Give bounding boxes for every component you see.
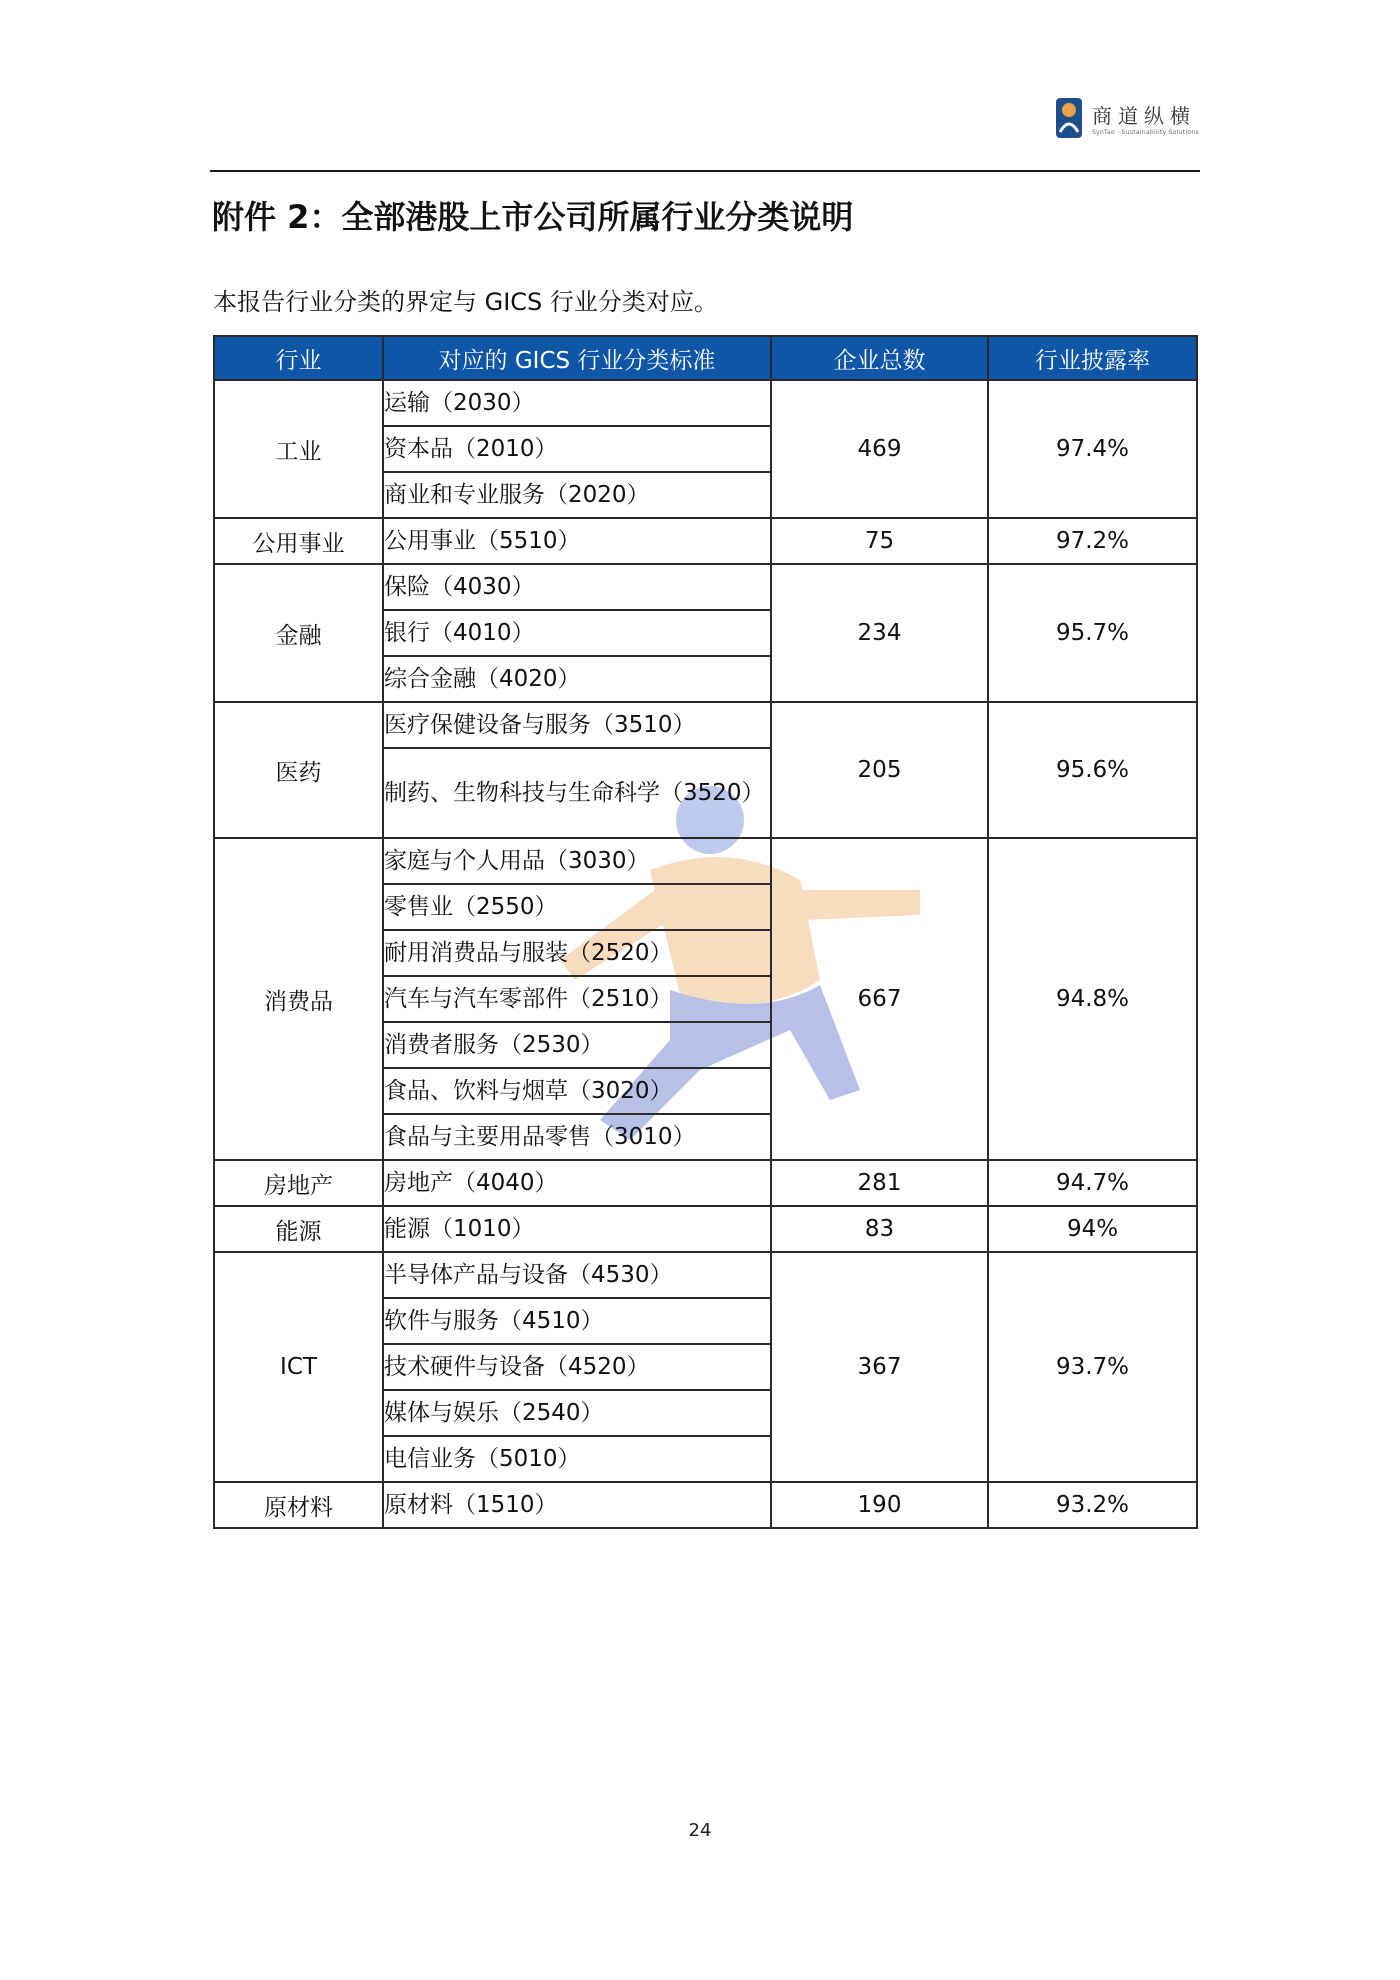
- gics-cell: 软件与服务（4510）: [383, 1298, 771, 1344]
- count-cell: 667: [771, 838, 988, 1160]
- gics-cell: 资本品（2010）: [383, 426, 771, 472]
- column-header-count: 企业总数: [771, 336, 988, 380]
- gics-cell: 半导体产品与设备（4530）: [383, 1252, 771, 1298]
- gics-cell: 保险（4030）: [383, 564, 771, 610]
- rate-cell: 97.4%: [988, 380, 1197, 518]
- gics-cell: 食品与主要用品零售（3010）: [383, 1114, 771, 1160]
- logo-english-text: SynTao · Sustainability Solutions: [1092, 129, 1199, 136]
- table-row: [214, 1160, 1197, 1206]
- rate-cell: 95.6%: [988, 702, 1197, 838]
- company-logo: [1052, 96, 1204, 146]
- gics-cell: 媒体与娱乐（2540）: [383, 1390, 771, 1436]
- table-row: [214, 702, 1197, 748]
- column-header-rate: 行业披露率: [988, 336, 1197, 380]
- gics-cell: 家庭与个人用品（3030）: [383, 838, 771, 884]
- table-row: [214, 380, 1197, 426]
- rate-cell: 97.2%: [988, 518, 1197, 564]
- gics-cell: 食品、饮料与烟草（3020）: [383, 1068, 771, 1114]
- industry-cell: 公用事业: [214, 518, 383, 564]
- rate-cell: 94%: [988, 1206, 1197, 1252]
- page-title: 附件 2：全部港股上市公司所属行业分类说明: [212, 198, 854, 236]
- logo-mark-icon: [1052, 96, 1086, 140]
- industry-cell: 工业: [214, 380, 383, 518]
- industry-cell: 金融: [214, 564, 383, 702]
- count-cell: 75: [771, 518, 988, 564]
- gics-cell: 零售业（2550）: [383, 884, 771, 930]
- gics-cell: 原材料（1510）: [383, 1482, 771, 1528]
- gics-cell: 汽车与汽车零部件（2510）: [383, 976, 771, 1022]
- gics-cell: 运输（2030）: [383, 380, 771, 426]
- gics-cell: 公用事业（5510）: [383, 518, 771, 564]
- header-divider: [210, 170, 1200, 172]
- industry-cell: 医药: [214, 702, 383, 838]
- page-number: 24: [688, 1820, 712, 1841]
- table-row: [214, 518, 1197, 564]
- industry-cell: 能源: [214, 1206, 383, 1252]
- gics-cell: 医疗保健设备与服务（3510）: [383, 702, 771, 748]
- table-header-row: [214, 336, 1197, 380]
- industry-cell: 消费品: [214, 838, 383, 1160]
- gics-cell: 制药、生物科技与生命科学（3520）: [383, 748, 771, 838]
- industry-classification-table: [213, 335, 1198, 1529]
- count-cell: 469: [771, 380, 988, 518]
- industry-cell: ICT: [214, 1252, 383, 1482]
- count-cell: 190: [771, 1482, 988, 1528]
- rate-cell: 95.7%: [988, 564, 1197, 702]
- table-row: [214, 1252, 1197, 1298]
- gics-cell: 商业和专业服务（2020）: [383, 472, 771, 518]
- gics-cell: 房地产（4040）: [383, 1160, 771, 1206]
- count-cell: 83: [771, 1206, 988, 1252]
- count-cell: 234: [771, 564, 988, 702]
- gics-cell: 电信业务（5010）: [383, 1436, 771, 1482]
- table-row: [214, 1206, 1197, 1252]
- count-cell: 281: [771, 1160, 988, 1206]
- rate-cell: 93.2%: [988, 1482, 1197, 1528]
- industry-cell: 房地产: [214, 1160, 383, 1206]
- rate-cell: 93.7%: [988, 1252, 1197, 1482]
- table-row: [214, 1482, 1197, 1528]
- column-header-gics: 对应的 GICS 行业分类标准: [383, 336, 771, 380]
- gics-cell: 技术硬件与设备（4520）: [383, 1344, 771, 1390]
- column-header-industry: 行业: [214, 336, 383, 380]
- logo-chinese-text: 商道纵横: [1092, 104, 1196, 128]
- table-row: [214, 564, 1197, 610]
- table-row: [214, 838, 1197, 884]
- count-cell: 367: [771, 1252, 988, 1482]
- gics-cell: 消费者服务（2530）: [383, 1022, 771, 1068]
- count-cell: 205: [771, 702, 988, 838]
- rate-cell: 94.8%: [988, 838, 1197, 1160]
- gics-cell: 综合金融（4020）: [383, 656, 771, 702]
- gics-cell: 银行（4010）: [383, 610, 771, 656]
- gics-cell: 能源（1010）: [383, 1206, 771, 1252]
- intro-text: 本报告行业分类的界定与 GICS 行业分类对应。: [213, 288, 718, 316]
- gics-cell: 耐用消费品与服装（2520）: [383, 930, 771, 976]
- industry-cell: 原材料: [214, 1482, 383, 1528]
- rate-cell: 94.7%: [988, 1160, 1197, 1206]
